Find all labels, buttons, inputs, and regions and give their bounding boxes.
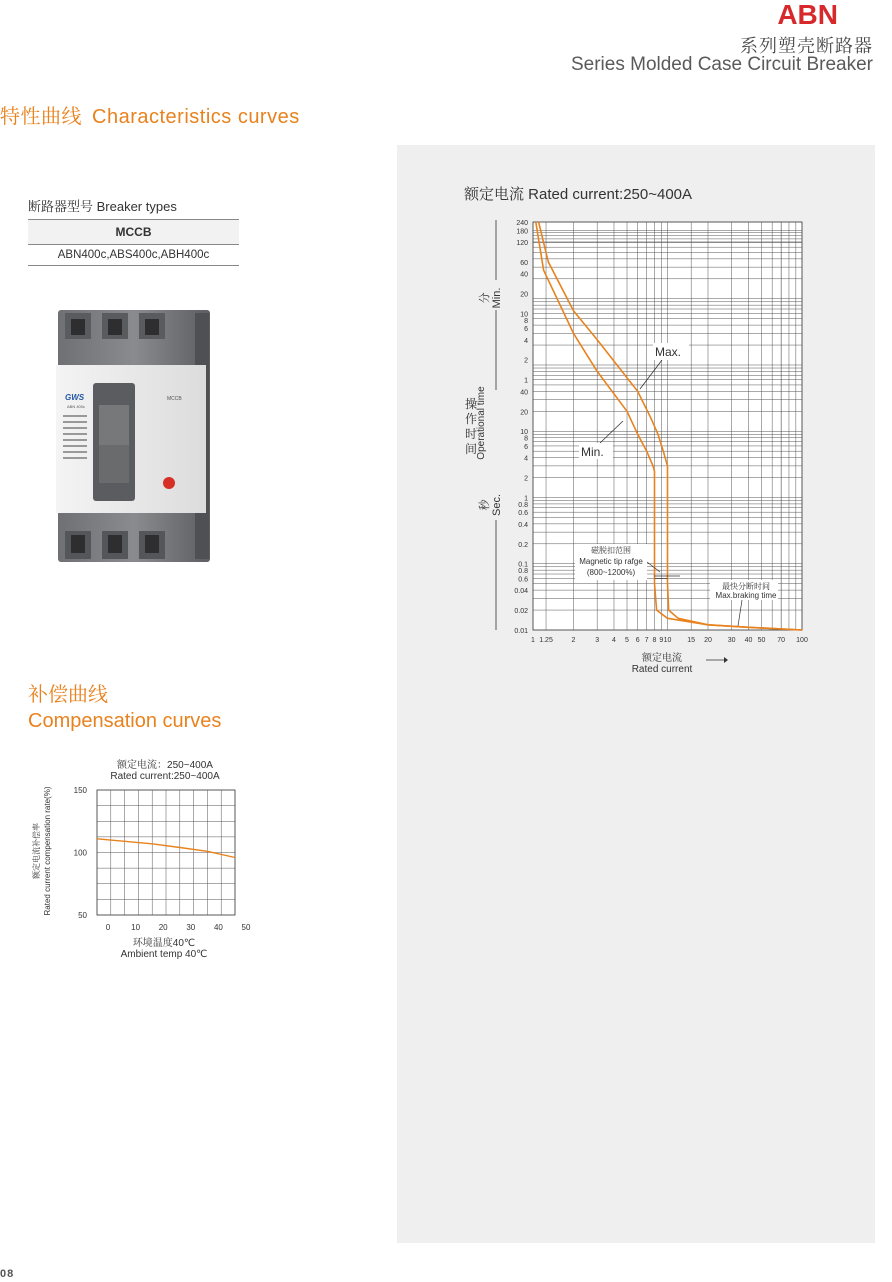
char-x-tick-label: 1 [531, 637, 535, 644]
breaker-types-models: ABN400c,ABS400c,ABH400c [28, 245, 239, 266]
char-y-tick-label: 0.04 [514, 588, 528, 596]
char-x-tick-label: 2 [571, 637, 576, 644]
characteristics-heading [0, 100, 300, 129]
annotation-brake-en: Max.braking time [715, 591, 777, 600]
char-x-tick-label: 10 [663, 637, 672, 644]
char-y-tick-label: 120 [516, 239, 528, 247]
char-x-tick-label: 3 [595, 637, 600, 644]
char-y-tick-label: 0.2 [518, 541, 528, 549]
comp-x-tick-label: 10 [131, 923, 141, 932]
breaker-types-label: 断路器型号 Breaker types [28, 199, 177, 214]
char-x-tick-label: 50 [757, 637, 766, 644]
breaker-types-header: MCCB [28, 219, 239, 245]
char-y-tick-label: 10 [520, 429, 528, 437]
y-group-op-cn-3: 时 [465, 427, 478, 441]
comp-x-tick-label: 30 [186, 923, 196, 932]
char-y-tick-label: 0.02 [514, 608, 528, 616]
char-y-axis-group-labels [465, 220, 503, 630]
characteristics-chart [440, 180, 820, 680]
char-y-tick-label: 4 [524, 337, 528, 345]
char-x-tick-label: 40 [744, 637, 753, 644]
char-y-tick-label: 0.8 [518, 568, 528, 576]
char-x-tick-label: 7 [644, 637, 649, 644]
char-x-tick-label: 20 [704, 637, 712, 644]
char-x-tick-label: 6 [635, 637, 640, 644]
annotation-min: Min. [581, 445, 604, 459]
comp-y-tick-label: 150 [73, 786, 87, 795]
char-y-tick-label: 0.6 [518, 576, 528, 584]
comp-x-tick-label: 40 [213, 923, 223, 932]
circuit-breaker-photo [55, 305, 215, 567]
char-x-tick-label: 15 [687, 637, 696, 644]
char-y-tick-label: 0.6 [518, 510, 528, 518]
compensation-chart [32, 755, 260, 970]
char-y-tick-label: 6 [524, 326, 528, 334]
char-y-tick-label: 60 [520, 259, 528, 267]
annotation-max: Max. [655, 345, 682, 359]
char-x-tick-label: 4 [612, 637, 616, 644]
characteristics-heading-en: Characteristics curves [92, 106, 300, 128]
char-y-tick-label: 4 [524, 455, 528, 463]
char-y-tick-label: 0.4 [518, 521, 528, 529]
y-group-sec-cn: 秒 [479, 499, 491, 511]
char-y-tick-label: 10 [520, 311, 528, 319]
char-y-tick-labels [514, 220, 528, 635]
char-y-tick-label: 20 [520, 291, 528, 299]
char-y-tick-label: 1 [524, 495, 528, 503]
series-title-cn: 系列塑壳断路器 [740, 36, 873, 56]
char-y-tick-label: 1 [524, 377, 528, 385]
comp-x-tick-labels [106, 923, 251, 932]
series-title-en: Series Molded Case Circuit Breaker [570, 54, 873, 75]
compensation-heading [28, 682, 221, 734]
char-y-tick-label: 6 [524, 443, 528, 451]
char-y-tick-label: 8 [524, 317, 528, 325]
comp-x-tick-label: 0 [105, 923, 111, 932]
comp-x-tick-label: 20 [158, 923, 168, 932]
comp-y-tick-label: 50 [78, 911, 87, 920]
char-y-tick-label: 0.1 [518, 561, 528, 569]
brand-title: ABN [777, 0, 838, 30]
char-y-tick-label: 8 [524, 435, 528, 443]
comp-ylabel-en: Rated current compensation rate(%) [43, 786, 52, 916]
y-group-op-en: Operational time [476, 386, 487, 460]
y-group-op-cn-1: 操 [465, 397, 478, 411]
product-logo: GWS [65, 393, 85, 402]
page-number: 08 [0, 1268, 15, 1280]
breaker-types-table [28, 219, 239, 266]
annotation-tip-range: (800~1200%) [586, 568, 636, 577]
product-model-text: ABN 400c [67, 404, 86, 409]
annotation-tip-cn: 磁脱扣范围 [591, 546, 631, 555]
comp-xlabel-en: Ambient temp 40℃ [120, 949, 208, 960]
char-x-tick-label: 70 [777, 637, 786, 644]
char-x-axis-label [632, 651, 728, 675]
char-x-tick-label: 30 [727, 637, 736, 644]
characteristics-heading-cn: 特性曲线 [0, 106, 82, 128]
char-y-tick-label: 2 [524, 357, 528, 365]
char-x-tick-labels [531, 637, 808, 644]
char-y-tick-label: 180 [516, 228, 528, 236]
char-y-tick-label: 40 [520, 389, 528, 397]
char-y-tick-label: 0.01 [514, 628, 528, 635]
y-group-min-cn: 分 [479, 292, 491, 304]
y-group-sec-en: Sec. [491, 493, 503, 517]
char-y-tick-label: 240 [516, 220, 528, 227]
comp-ylabel-cn: 额定电流补偿率 [32, 823, 41, 879]
y-group-op-cn-4: 间 [465, 442, 478, 456]
comp-xlabel-cn: 环境温度40℃ [132, 938, 196, 949]
annotation-brake-cn: 最快分断时间 [722, 582, 770, 591]
annotation-tip-en: Magnetic tip rafge [579, 557, 643, 566]
y-group-op-cn-2: 作 [465, 412, 478, 426]
comp-title-cn: 额定电流：250~400A [117, 760, 213, 771]
char-xlabel-cn: 额定电流 [642, 653, 682, 664]
compensation-heading-en: Compensation curves [28, 710, 222, 732]
comp-y-tick-labels [74, 786, 88, 920]
product-type-text: MCCB [167, 396, 182, 402]
char-chart-title: 额定电流 Rated current:250~400A [464, 186, 693, 203]
y-group-min-en: Min. [491, 287, 503, 309]
char-x-tick-label: 5 [625, 637, 629, 644]
compensation-heading-cn: 补偿曲线 [28, 684, 108, 706]
char-y-tick-label: 20 [520, 409, 528, 417]
comp-title-en: Rated current:250~400A [110, 771, 220, 782]
char-xlabel-en: Rated current [631, 664, 693, 675]
comp-x-tick-label: 50 [241, 923, 251, 932]
char-y-tick-label: 0.8 [518, 501, 528, 509]
char-x-tick-label: 1.25 [539, 637, 553, 644]
comp-y-tick-label: 100 [73, 848, 87, 858]
char-x-tick-label: 100 [796, 637, 808, 644]
char-x-tick-label: 8 [652, 637, 657, 644]
char-y-tick-label: 2 [524, 475, 528, 483]
char-x-tick-label: 9 [659, 637, 664, 644]
char-y-tick-label: 40 [520, 271, 528, 279]
